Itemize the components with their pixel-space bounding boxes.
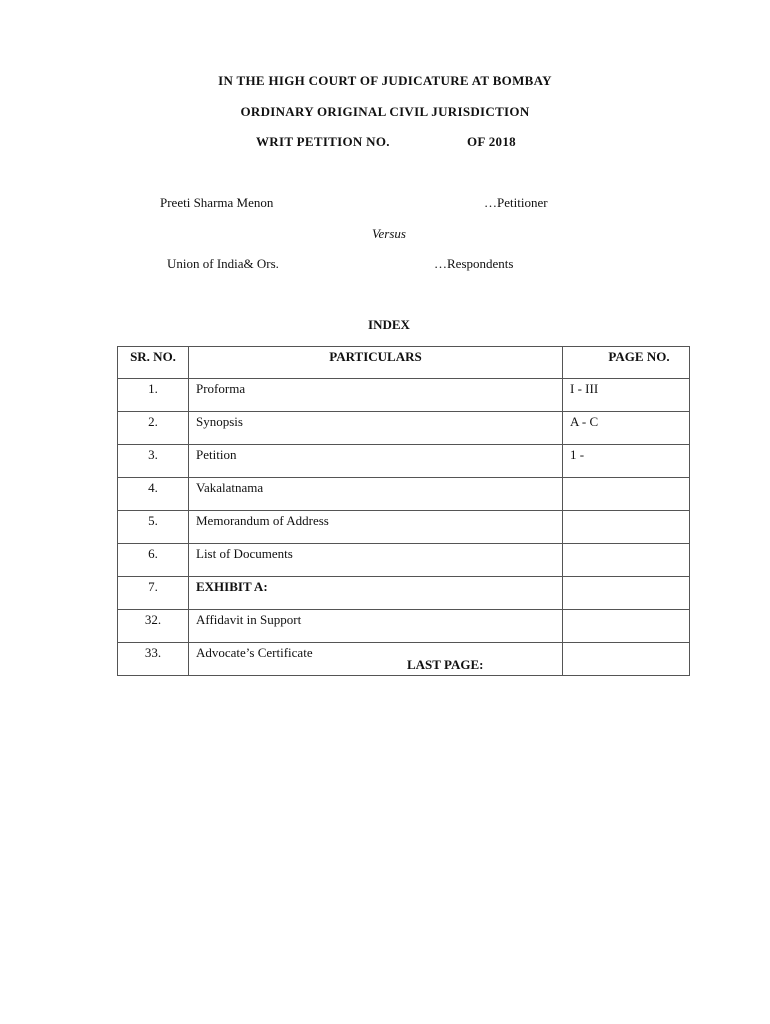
row-sr-no: 33. [118,643,189,676]
table-row [118,544,690,577]
petition-label: WRIT PETITION NO. [256,134,390,149]
row-particulars: Affidavit in Support [189,610,563,643]
index-title: INDEX [368,317,410,332]
row-sr-no: 6. [118,544,189,577]
table-row [118,478,690,511]
jurisdiction-title: ORDINARY ORIGINAL CIVIL JURISDICTION [240,104,530,119]
row-particulars: Advocate’s Certificate [189,643,563,676]
row-sr-no: 32. [118,610,189,643]
column-header-sr-no: SR. NO. [118,347,189,379]
row-sr-no: 1. [118,379,189,412]
row-particulars: EXHIBIT A: [189,577,563,610]
row-page-no: 1 - [563,445,690,478]
row-sr-no: 2. [118,412,189,445]
row-particulars: Petition [189,445,563,478]
row-page-no [563,643,690,676]
row-particulars: List of Documents [189,544,563,577]
row-particulars: Memorandum of Address [189,511,563,544]
row-page-no [563,511,690,544]
row-sr-no: 4. [118,478,189,511]
versus-label: Versus [372,226,406,241]
petitioner-name: Preeti Sharma Menon [160,195,274,210]
row-page-no: I - III [563,379,690,412]
column-header-particulars: PARTICULARS [189,347,563,379]
row-sr-no: 3. [118,445,189,478]
petitioner-role: …Petitioner [484,195,548,210]
court-title: IN THE HIGH COURT OF JUDICATURE AT BOMBAY [218,73,552,88]
respondent-role: …Respondents [434,256,514,271]
table-row [118,445,690,478]
row-page-no [563,610,690,643]
row-page-no: A - C [563,412,690,445]
row-particulars: Vakalatnama [189,478,563,511]
row-particulars: Proforma [189,379,563,412]
table-row [118,610,690,643]
table-row [118,643,690,676]
row-page-no [563,478,690,511]
table-row [118,379,690,412]
table-row [118,577,690,610]
row-particulars: Synopsis [189,412,563,445]
row-page-no [563,544,690,577]
respondent-name: Union of India& Ors. [167,256,279,271]
table-row [118,412,690,445]
last-page-label: LAST PAGE: [407,657,484,672]
row-page-no [563,577,690,610]
index-table [117,346,690,676]
table-row [118,511,690,544]
petition-year: OF 2018 [467,134,516,149]
column-header-page-no: PAGE NO. [563,347,690,379]
row-sr-no: 7. [118,577,189,610]
row-sr-no: 5. [118,511,189,544]
index-header-row [118,347,690,379]
